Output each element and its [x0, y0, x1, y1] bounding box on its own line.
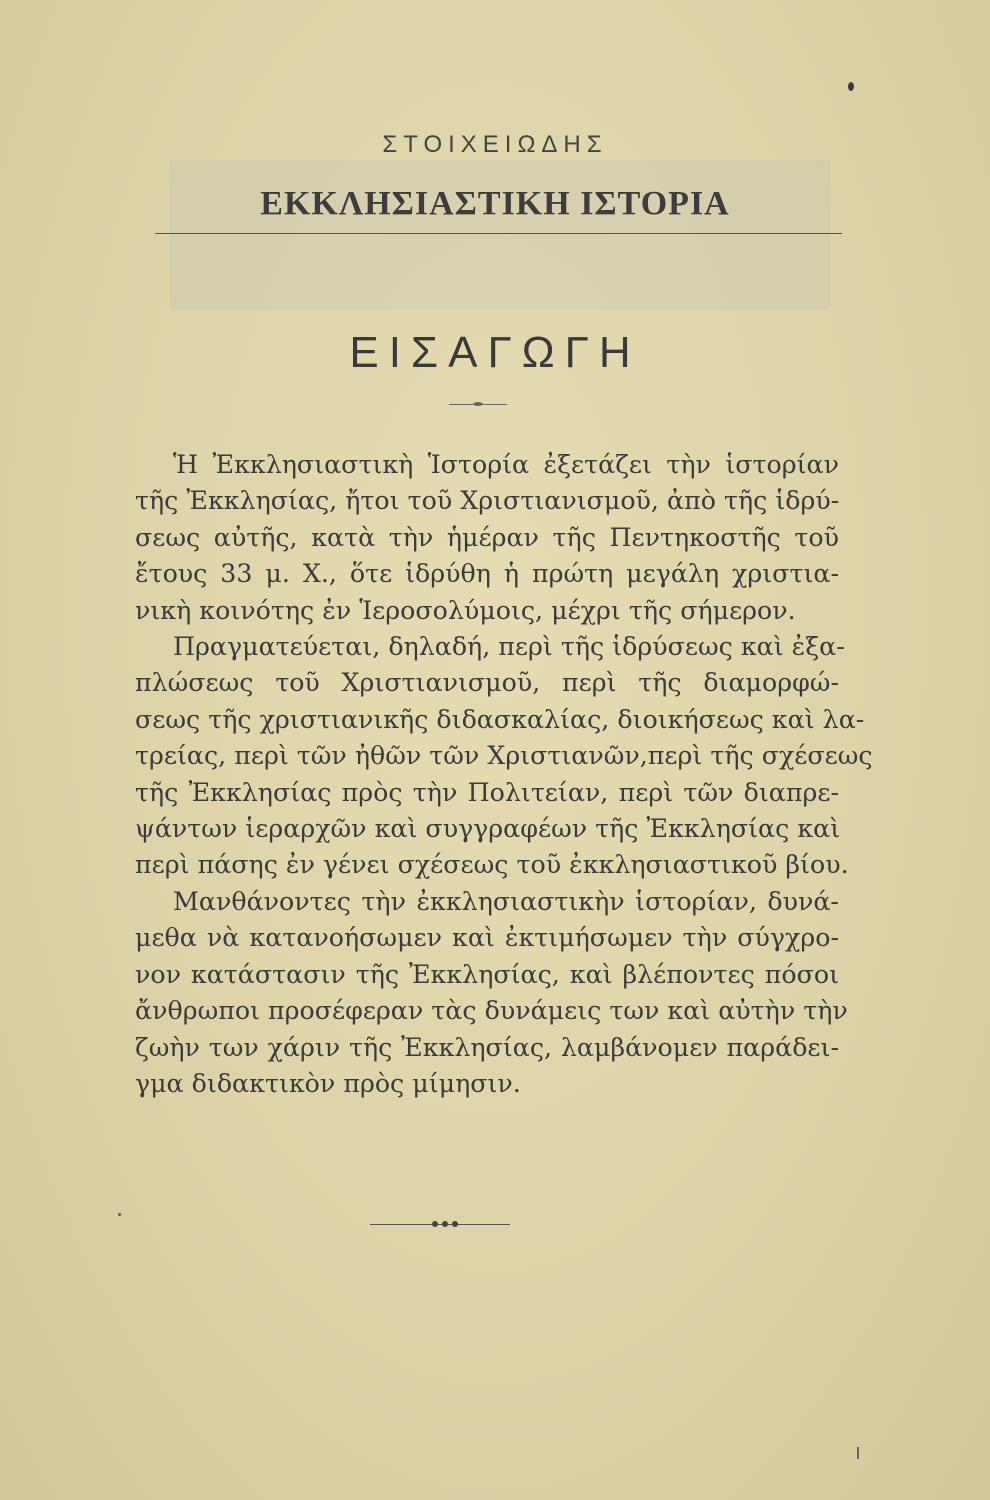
text-line: νικὴ κοινότης ἐν Ἱεροσολύμοις, μέχρι τῆς σήμερον.: [135, 595, 796, 625]
end-ornament: [370, 1220, 510, 1228]
stray-mark: [857, 1447, 859, 1459]
text-line: νον κατάστασιν τῆς Ἐκκλησίας, καὶ βλέποντες πόσοι: [135, 959, 839, 989]
book-title: ΕΚΚΛΗΣΙΑΣΤΙΚΗ ΙΣΤΟΡΙΑ: [260, 185, 730, 222]
ink-speck: [848, 82, 854, 91]
paragraph-1: [135, 447, 839, 629]
text-line: τῆς Ἐκκλησίας πρὸς τὴν Πολιτείαν, περὶ τῶν διαπρε-: [135, 777, 839, 807]
text-line: Ἡ Ἐκκλησιαστικὴ Ἱστορία ἐξετάζει τὴν ἱστορίαν: [173, 450, 839, 479]
text-line: μεθα νὰ κατανοήσωμεν καὶ ἐκτιμήσωμεν τὴν σύγχρο-: [135, 923, 839, 953]
text-line: ψάντων ἱεραρχῶν καὶ συγγραφέων τῆς Ἐκκλησίας καὶ: [135, 814, 841, 844]
text-line: πλώσεως τοῦ Χριστιανισμοῦ, περὶ τῆς διαμορφώ-: [135, 668, 839, 698]
ornament-dot: [442, 1221, 448, 1227]
text-line: Μανθάνοντες τὴν ἐκκλησιαστικὴν ἱστορίαν, δυνά-: [173, 886, 839, 916]
text-line: τῆς Ἐκκλησίας, ἤτοι τοῦ Χριστιανισμοῦ, ἀπὸ τῆς ἱδρύ-: [135, 486, 840, 516]
text-line: σεως αὐτῆς, κατὰ τὴν ἡμέραν τῆς Πεντηκοστῆς τοῦ: [135, 522, 839, 552]
section-heading: ΕΙΣΑΓΩΓΗ: [349, 328, 641, 377]
stray-mark: [118, 1213, 121, 1216]
text-line: ἔτους 33 μ. Χ., ὅτε ἱδρύθη ἡ πρώτη μεγάλη χριστια-: [135, 559, 839, 589]
ornament-dot: [452, 1221, 458, 1227]
body-text: [135, 447, 873, 1102]
paragraph-3: [135, 884, 848, 1102]
text-line: σεως τῆς χριστιανικῆς διδασκαλίας, διοικήσεως καὶ λα-: [135, 704, 865, 734]
text-line: ζωὴν των χάριν τῆς Ἐκκλησίας, λαμβάνομεν παράδει-: [135, 1032, 839, 1062]
text-line: Πραγματεύεται, δηλαδή, περὶ τῆς ἱδρύσεως καὶ ἐξα-: [173, 632, 845, 662]
ornament-rule: [370, 1224, 510, 1225]
title-kicker: ΣΤΟΙΧΕΙΩΔΗΣ: [382, 131, 608, 158]
text-line: ἄνθρωποι προσέφεραν τὰς δυνάμεις των καὶ αὐτὴν τὴν: [135, 996, 848, 1026]
ornament-dot: [432, 1221, 438, 1227]
paper-stain: [170, 160, 830, 310]
section-divider: [449, 404, 507, 405]
title-rule: [155, 233, 842, 234]
paragraph-2: [135, 629, 873, 884]
text-line: τρείας, περὶ τῶν ἠθῶν τῶν Χριστιανῶν,περὶ τῆς σχέσεως: [135, 741, 873, 771]
text-line: περὶ πάσης ἐν γένει σχέσεως τοῦ ἐκκλησιαστικοῦ βίου.: [135, 850, 849, 880]
text-line: γμα διδακτικὸν πρὸς μίμησιν.: [135, 1068, 521, 1098]
